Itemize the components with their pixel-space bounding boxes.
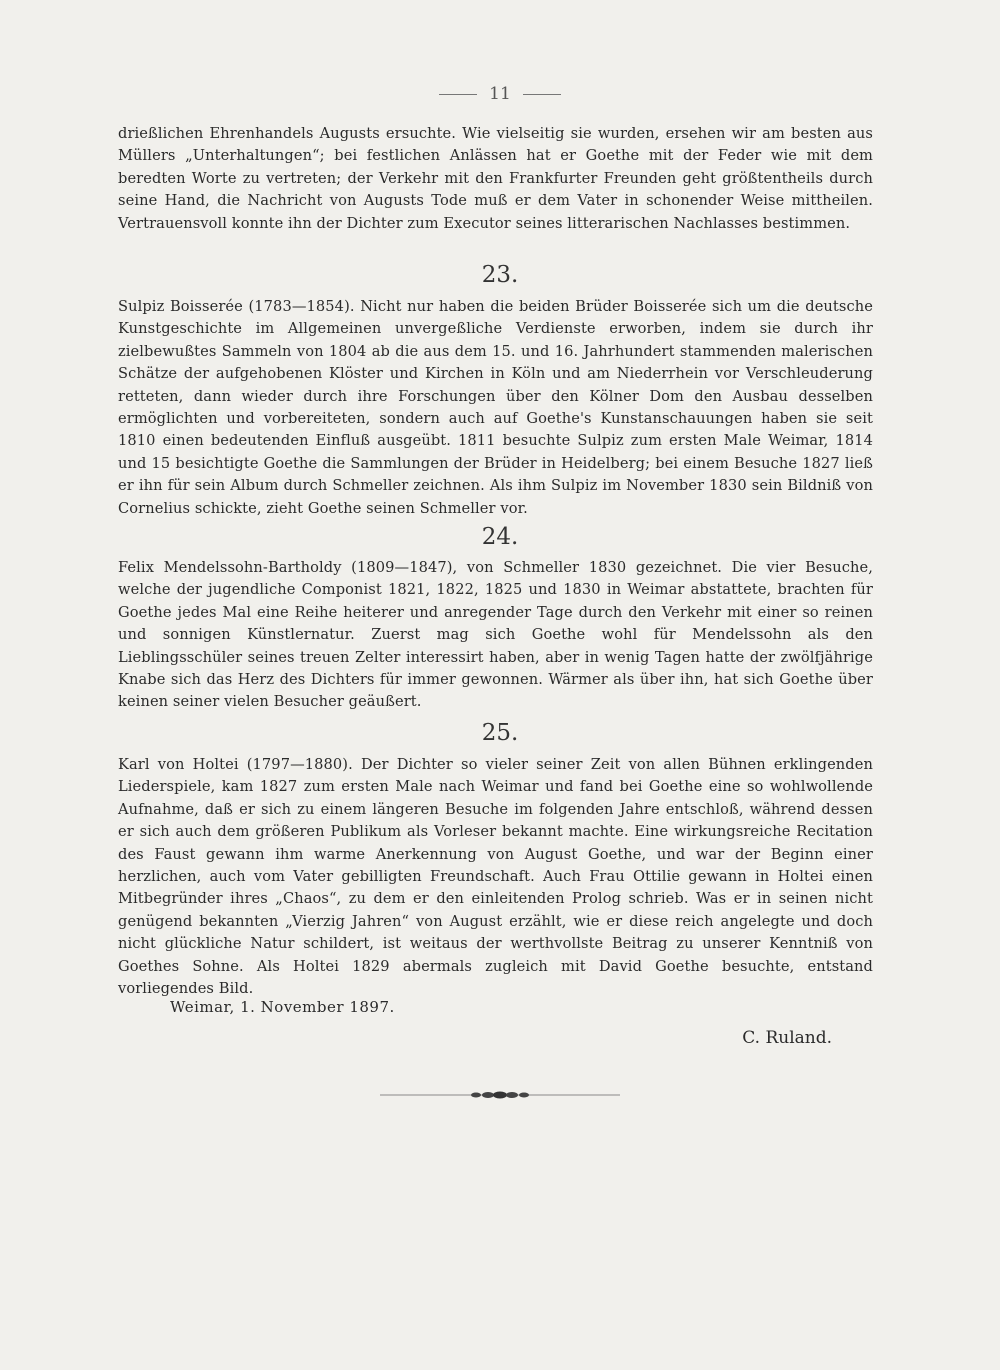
section-23-block — [118, 296, 873, 520]
section-23-text: Sulpiz Boisserée (1783—1854). Nicht nur haben die beiden Brüder Boisserée sich um die deutsche Kunstgeschichte im Allgemeinen unvergeßliche Verdienste erworben, indem sie durch ihr zielbewußtes Sammeln von 1804 ab die aus dem 15. und 16. Jahrhundert stammenden malerischen Schätze der aufgehobenen Klöster und Kirchen in Köln und am Niederrhein vor Verschleuderung retteten, dann wieder durch ihre Forschungen über den Kölner Dom den Ausbau desselben ermöglichten und vorbereiteten, sondern auch auf Goethe's Kunstanschauungen haben sie seit 1810 einen bedeutenden Einfluß ausgeübt. 1811 besuchte Sulpiz zum ersten Male Weimar, 1814 und 15 besichtigte Goethe die Sammlungen der Brüder in Heidelberg; bei einem Besuche 1827 ließ er ihn für sein Album durch Schmeller zeichnen. Als ihm Sulpiz im November 1830 sein Bildniß von Cornelius schickte, zieht Goethe seinen Schmeller vor. — [118, 298, 873, 517]
section-number-23: 23. — [481, 262, 519, 288]
intro-paragraph: drießlichen Ehrenhandels Augusts ersuchte. Wie vielseitig sie wurden, ersehen wir am besten aus Müllers „Unterhaltungen“; bei festlichen Anlässen hat er Goethe mit der Feder wie mit dem beredten Worte zu vertreten; der Verkehr mit den Frankfurter Freunden geht größtentheils durch seine Hand, die Nachricht von Augusts Tode muß er dem Vater in schonender Weise mittheilen. Vertrauensvoll konnte ihn der Dichter zum Executor seines litterarischen Nachlasses bestimmen. — [118, 125, 873, 232]
intro-paragraph-block — [118, 123, 873, 235]
section-25-block — [118, 754, 873, 1000]
header-rule-right — [523, 94, 561, 95]
section-number-24: 24. — [481, 524, 519, 550]
page-number: 11 — [489, 84, 511, 104]
place-date: Weimar, 1. November 1897. — [170, 998, 395, 1016]
header-rule-left — [439, 94, 477, 95]
section-24-text: Felix Mendelssohn-Bartholdy (1809—1847), von Schmeller 1830 gezeichnet. Die vier Besuche, welche der jugendliche Componist 1821, 1822, 1825 und 1830 in Weimar abstattete, brachten für Goethe jedes Mal eine Reihe heiterer und anregender Tage durch den Verkehr mit einer so reinen und sonnigen Künstlernatur. Zuerst mag sich Goethe wohl für Mendelssohn als den Lieblingsschüler seines treuen Zelter interessirt haben, aber in wenig Tagen hatte der zwölfjährige Knabe sich das Herz des Dichters für immer gewonnen. Wärmer als über ihn, hat sich Goethe über keinen seiner vielen Besucher geäußert. — [118, 559, 873, 711]
section-number-25: 25. — [481, 720, 519, 746]
end-ornament — [380, 1087, 620, 1103]
section-24-block — [118, 557, 873, 714]
section-25-text: Karl von Holtei (1797—1880). Der Dichter so vieler seiner Zeit von allen Bühnen erklingenden Liederspiele, kam 1827 zum ersten Male nach Weimar und fand bei Goethe eine so wohlwollende Aufnahme, daß er sich zu einem längeren Besuche im folgenden Jahre entschloß, während dessen er sich auch dem größeren Publikum als Vorleser bekannt machte. Eine wirkungsreiche Recitation des Faust gewann ihm warme Anerkennung von August Goethe, und war der Beginn einer herzlichen, auch vom Vater gebilligten Freundschaft. Auch Frau Ottilie gewann in Holtei einen Mitbegründer ihres „Chaos“, zu dem er den einleitenden Prolog schrieb. Was er in seinen nicht genügend bekannten „Vierzig Jahren“ von August erzählt, wie er diese reich angelegte und doch nicht glückliche Natur schildert, ist weitaus der werthvollste Beitrag zu unserer Kenntniß von Goethes Sohne. Als Holtei 1829 abermals zugleich mit David Goethe besuchte, entstand vorliegendes Bild. — [118, 756, 873, 998]
page-header — [0, 84, 1000, 104]
signature: C. Ruland. — [742, 1028, 832, 1048]
